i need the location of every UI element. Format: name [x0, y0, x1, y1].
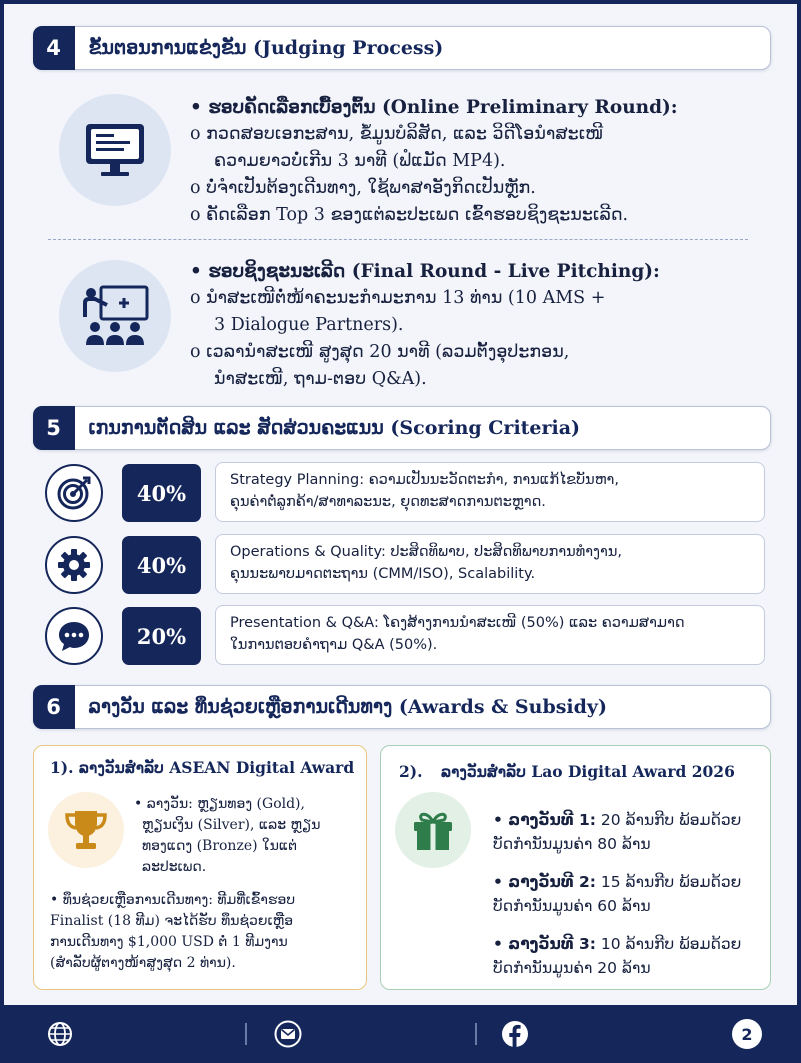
criteria-row: [45, 534, 765, 594]
preliminary-item: o ບໍ່ຈຳເປັນຕ້ອງເດີນທາງ, ໃຊ້ພາສາອັງກິດເປັນຫຼັກ.: [190, 178, 536, 198]
prize-line: ບັດກຳນັນມູນຄ່າ 80 ລ້ານ: [493, 835, 651, 853]
criteria-line: ຄຸນນະພາບມາດຕະຖານ (CMM/ISO), Scalability.: [230, 566, 536, 582]
asean-medals: [134, 794, 364, 878]
preliminary-round-title: • ຮອບຄັດເລືອກເບື້ອງຕົ້ນ (Online Preliminary Round):: [190, 97, 678, 118]
prize-line: [493, 808, 763, 832]
footer-separator: [245, 1023, 247, 1045]
preliminary-item: o ຄັດເລືອກ Top 3 ຂອງແຕ່ລະປະເພດ ເຂົ້າຮອບຊິງຊະນະເລີດ.: [190, 205, 629, 225]
page-number: 2: [732, 1019, 762, 1049]
prize-amount: 15 ລ້ານກີບ ພ້ອມດ້ວຍ: [600, 873, 742, 891]
criteria-description: [215, 462, 765, 522]
criteria-description: [215, 534, 765, 594]
trophy-icon: [48, 792, 124, 868]
criteria-description: [215, 605, 765, 665]
footer-bar: [0, 1005, 801, 1063]
asean-award-title: 1). ລາງວັນສຳລັບ ASEAN Digital Award: [50, 758, 355, 777]
section-judging-header: [33, 26, 771, 70]
medals-line: ຫຼຽນເງິນ (Silver), ແລະ ຫຼຽນ: [142, 817, 321, 833]
subsidy-line: (ສຳລັບຜູ້ຕາງໜ້າສູງສຸດ 2 ທ່ານ).: [50, 955, 236, 971]
final-item: o ເວລານຳສະເໜີ ສູງສຸດ 20 ນາທີ (ລວມຕັ້ງອຸປະກອນ,: [190, 342, 570, 362]
criteria-percent: 40%: [122, 464, 201, 522]
lao-award-number: 2).: [399, 762, 423, 781]
lao-prize-2: [493, 870, 763, 918]
criteria-row: [45, 462, 765, 522]
subsidy-line: ການເດີນທາງ $1,000 USD ຕໍ່ 1 ທີມງານ: [50, 934, 288, 950]
preliminary-item: ຄວາມຍາວບໍ່ເກີນ 3 ນາທີ (ຟໍແມັດ MP4).: [214, 151, 506, 171]
criteria-row: [45, 605, 765, 665]
prize-amount: 20 ລ້ານກີບ ພ້ອມດ້ວຍ: [600, 811, 742, 829]
final-item: 3 Dialogue Partners).: [214, 315, 404, 335]
divider: [48, 239, 748, 240]
section-scoring-header: [33, 406, 771, 450]
criteria-percent: 40%: [122, 536, 201, 594]
prize-line: ບັດກຳນັນມູນຄ່າ 60 ລ້ານ: [493, 897, 651, 915]
subsidy-line: Finalist (18 ທີມ) ຈະໄດ້ຮັບ ທຶນຊ່ວຍເຫຼືອ: [50, 913, 294, 929]
medals-line: ທອງແດງ (Bronze) ໃນແຕ່: [142, 838, 298, 854]
globe-icon[interactable]: [45, 1019, 75, 1049]
criteria-percent: 20%: [122, 607, 201, 665]
gift-box-icon: [395, 792, 471, 868]
section-title: ເກນການຕັດສິນ ແລະ ສັດສ່ວນຄະແນນ (Scoring Criteria): [88, 417, 581, 439]
asean-subsidy: [50, 890, 362, 974]
preliminary-round: [190, 94, 780, 229]
prize-label: • ລາງວັນທີ 2:: [493, 873, 596, 891]
preliminary-item: o ກວດສອບເອກະສານ, ຂໍ້ມູນບໍລິສັດ, ແລະ ວິດີໂອນຳສະເໜີ: [190, 124, 604, 144]
medals-line: ລະປະເພດ.: [142, 859, 207, 875]
section-number: 5: [33, 406, 75, 450]
prize-label: • ລາງວັນທີ 1:: [493, 811, 596, 829]
final-item: ນຳສະເໜີ, ຖາມ-ຕອບ Q&A).: [214, 369, 427, 389]
prize-amount: 10 ລ້ານກີບ ພ້ອມດ້ວຍ: [600, 935, 742, 953]
presentation-audience-icon: [59, 260, 171, 372]
final-round: [190, 258, 780, 393]
gear-icon: [45, 536, 103, 594]
criteria-line: Strategy Planning: ຄວາມເປັນນະວັດຕະກຳ, ການແກ້ໄຂບັນຫາ,: [230, 472, 619, 488]
chat-bubble-icon: [45, 607, 103, 665]
prize-label: • ລາງວັນທີ 3:: [493, 935, 596, 953]
lao-prize-1: [493, 808, 763, 856]
criteria-line: ຄຸນຄ່າຕໍ່ລູກຄ້າ/ສາທາລະນະ, ຍຸດທະສາດການຕະຫຼາດ.: [230, 494, 546, 510]
prize-line: [493, 870, 763, 894]
target-icon: [45, 464, 103, 522]
final-item: o ນຳສະເໜີຕໍ່ໜ້າຄະນະກຳມະການ 13 ທ່ານ (10 AMS +: [190, 288, 606, 308]
prize-line: ບັດກຳນັນມູນຄ່າ 20 ລ້ານ: [493, 959, 651, 977]
asean-award-box: [33, 745, 367, 990]
email-icon[interactable]: [273, 1019, 303, 1049]
medals-line: • ລາງວັນ: ຫຼຽນທອງ (Gold),: [134, 796, 305, 812]
criteria-line: Presentation & Q&A: ໂຄງສ້າງການນຳສະເໜີ (50%) ແລະ ຄວາມສາມາດ: [230, 615, 685, 631]
section-title: ຂັ້ນຕອນການແຂ່ງຂັນ (Judging Process): [88, 37, 444, 59]
section-title: ລາງວັນ ແລະ ທຶນຊ່ວຍເຫຼືອການເດີນທາງ (Awards & Subsidy): [88, 696, 607, 718]
facebook-icon[interactable]: [500, 1019, 530, 1049]
criteria-line: ໃນການຕອບຄຳຖາມ Q&A (50%).: [230, 637, 438, 653]
lao-award-box: [380, 745, 771, 990]
footer-separator: [475, 1023, 477, 1045]
prize-line: [493, 932, 763, 956]
monitor-document-icon: [59, 94, 171, 206]
subsidy-line: • ທຶນຊ່ວຍເຫຼືອການເດີນທາງ: ທີມທີ່ເຂົ້າຮອບ: [50, 892, 296, 908]
criteria-line: Operations & Quality: ປະສິດທິພາບ, ປະສິດທິພາບການທຳງານ,: [230, 544, 623, 560]
final-round-title: • ຮອບຊິງຊະນະເລີດ (Final Round - Live Pitching):: [190, 261, 660, 282]
section-number: 4: [33, 26, 75, 70]
lao-prize-3: [493, 932, 763, 980]
section-awards-header: [33, 685, 771, 729]
lao-award-title: ລາງວັນສຳລັບ Lao Digital Award 2026: [441, 762, 735, 781]
section-number: 6: [33, 685, 75, 729]
